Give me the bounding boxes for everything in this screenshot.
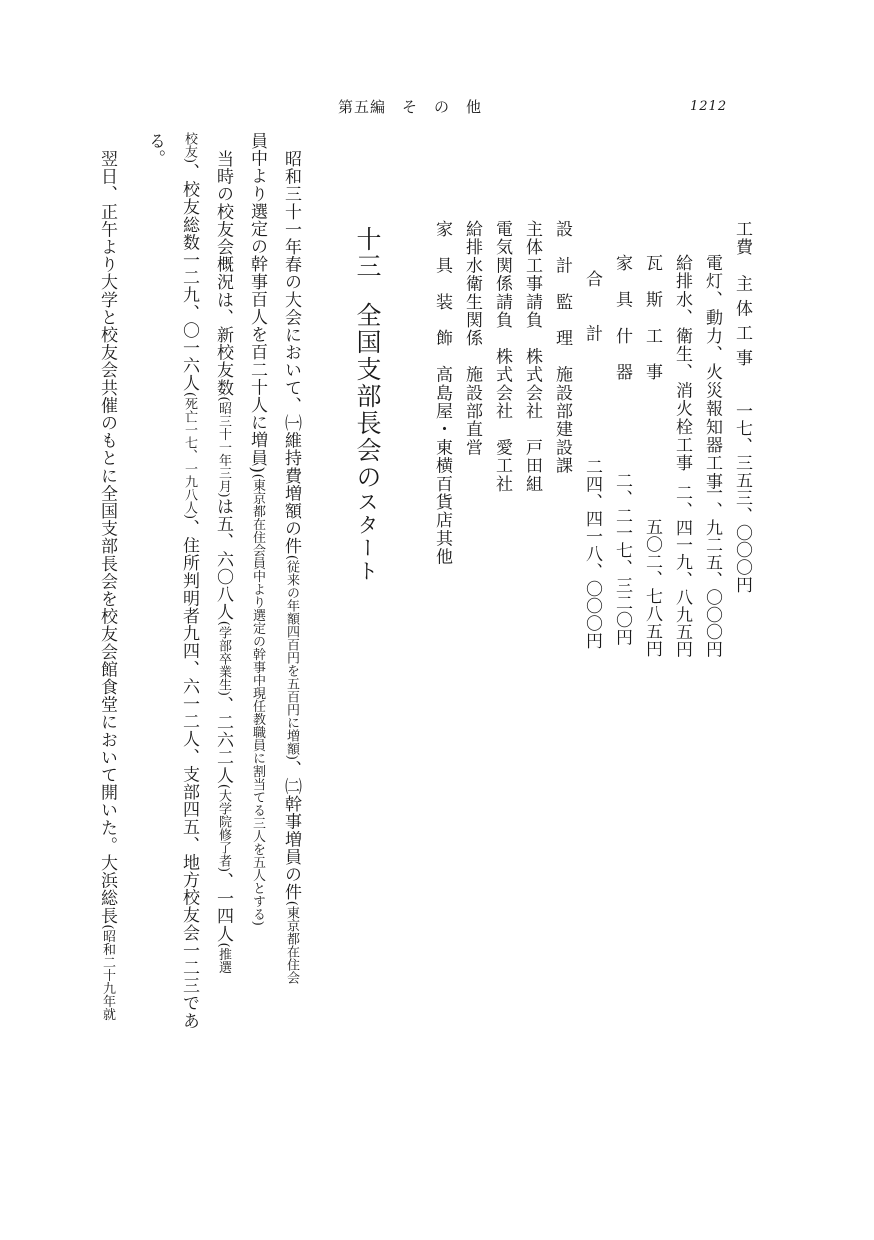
- cost-item-label: 給排水、衛生、消火栓工事: [672, 254, 692, 473]
- cost-title-amount: 一七、三五三、〇〇〇円: [732, 402, 752, 594]
- section-header: 第五編 そ の 他: [338, 98, 483, 116]
- cost-item-amount: 五〇二、七八五円: [642, 518, 662, 658]
- cost-item-amount: 二、二一七、三二〇円: [612, 472, 632, 646]
- contractor-line: 電気関係請負 株式会社 愛工社: [492, 220, 512, 493]
- section-heading: [352, 226, 382, 583]
- body-line: る。: [145, 132, 165, 168]
- body-line: 員中より選定の幹事百人を百二十人に増員)(東京都在住会員中より選定の幹事中現任教職員に割当てる三人を五人とする): [247, 132, 267, 926]
- section-title-kanji: 全国支部長会の: [353, 302, 382, 491]
- cost-item-label: 家 具 什 器: [612, 254, 632, 382]
- cost-item-label: 瓦 斯 工 事: [642, 254, 662, 382]
- contractor-line: 給排水衛生関係 施設部直営: [462, 220, 482, 457]
- contractor-line: 家 具 装 飾 高島屋・東横百貨店其他: [432, 220, 452, 566]
- section-title-kana: スタート: [355, 491, 379, 583]
- body-line: 翌日、正午より大学と校友会共催のもとに全国支部長会を校友会館食堂において開いた。大浜総長(昭和二十九年就: [97, 150, 117, 1021]
- body-line: 昭和三十一年春の大会において、㈠維持費増額の件(従来の年額四百円を五百円に増額)、㈡幹事増員の件(東京都在住会: [281, 150, 301, 984]
- body-line: 当時の校友会概況は、新校友数(昭三十一年三月)は五、六〇八人(学部卒業生)、二六二人(大学院修了者)、一四人(推選: [213, 150, 233, 974]
- cost-total-label: 合 計: [582, 270, 602, 343]
- cost-item-label: 電灯、動力、火災報知器工事: [702, 254, 722, 491]
- body-line: 校友)、校友総数一二九、〇一六人(死亡一七、一九八人)、住所判明者九四、六一二人、支部四五、地方校友会一二三であ: [179, 132, 199, 1030]
- cost-item-amount: 一、九二五、〇〇〇円: [702, 484, 722, 658]
- cost-item-amount: 二、四一九、八九五円: [672, 484, 692, 658]
- page-number: 1212: [690, 99, 728, 114]
- contractor-line: 主体工事請負 株式会社 戸田組: [522, 220, 542, 493]
- contractor-line: 設 計 監 理 施設部建設課: [552, 220, 572, 475]
- cost-title: 工費 主 体 工 事: [732, 220, 752, 368]
- section-number: 十三: [353, 226, 382, 280]
- cost-total-amount: 二四、四一八、〇〇〇円: [582, 458, 602, 650]
